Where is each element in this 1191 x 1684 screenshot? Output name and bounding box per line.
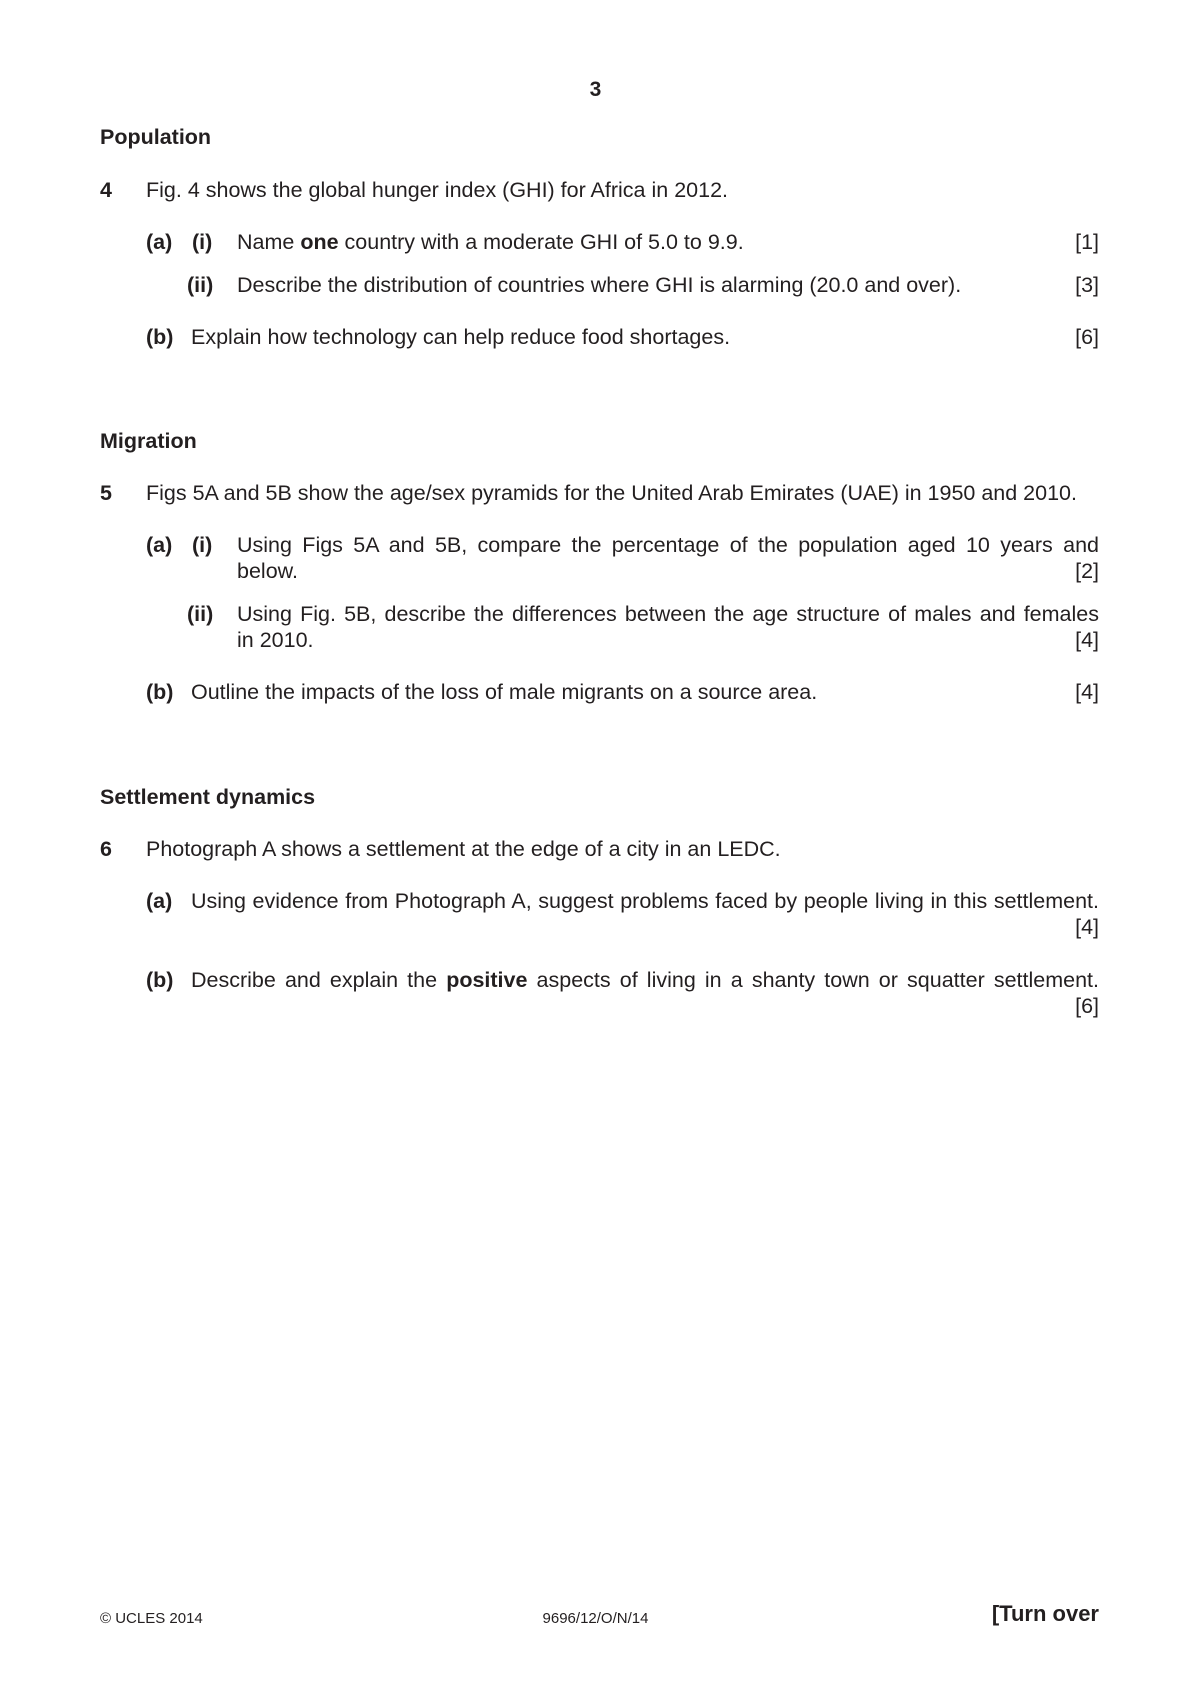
q6-b-text: Describe and explain the positive aspects of living in a shanty town or squatter settlement. xyxy=(191,968,1099,992)
section-heading-population: Population xyxy=(100,125,212,149)
q5-b-mark: [4] xyxy=(1075,680,1099,704)
q4-a-ii-mark: [3] xyxy=(1075,273,1099,297)
q5-a-ii-mark: [4] xyxy=(1075,628,1099,652)
q5-a-i-mark: [2] xyxy=(1075,559,1099,583)
question-number-5: 5 xyxy=(100,481,112,505)
q5-part-a-label: (a) xyxy=(146,533,173,557)
q5-part-b-label: (b) xyxy=(146,680,174,704)
q4-b-mark: [6] xyxy=(1075,325,1099,349)
q4-a-ii-text: Describe the distribution of countries where GHI is alarming (20.0 and over). xyxy=(237,273,962,297)
q5-b-text: Outline the impacts of the loss of male migrants on a source area. xyxy=(191,680,818,704)
question-number-6: 6 xyxy=(100,837,112,861)
page-number: 3 xyxy=(589,78,602,101)
q4-part-b-label: (b) xyxy=(146,325,174,349)
q6-a-mark: [4] xyxy=(1075,915,1099,939)
q4-b-text: Explain how technology can help reduce food shortages. xyxy=(191,325,731,349)
turn-over-label: [Turn over xyxy=(991,1601,1099,1626)
q4-a-i-mark: [1] xyxy=(1075,230,1099,254)
question-number-4: 4 xyxy=(100,178,112,202)
q5-a-ii-line1: Using Fig. 5B, describe the differences between the age structure of males and females xyxy=(237,602,1099,626)
q6-b-mark: [6] xyxy=(1075,994,1099,1018)
section-heading-migration: Migration xyxy=(100,429,197,453)
q6-part-a-label: (a) xyxy=(146,889,173,913)
q4-a-ii-label: (ii) xyxy=(187,273,214,297)
q5-a-i-label: (i) xyxy=(192,533,213,557)
q5-a-i-line1: Using Figs 5A and 5B, compare the percentage of the population aged 10 years and xyxy=(237,533,1099,557)
q4-part-a-label: (a) xyxy=(146,230,173,254)
q4-a-i-label: (i) xyxy=(192,230,213,254)
section-heading-settlement: Settlement dynamics xyxy=(100,785,316,809)
question-4-stem: Fig. 4 shows the global hunger index (GHI) for Africa in 2012. xyxy=(146,178,729,202)
question-5-stem: Figs 5A and 5B show the age/sex pyramids for the United Arab Emirates (UAE) in 1950 and 2010. xyxy=(146,481,1077,505)
q6-a-text: Using evidence from Photograph A, suggest problems faced by people living in this settlement. xyxy=(191,889,1099,913)
q5-a-ii-label: (ii) xyxy=(187,602,214,626)
footer-paper-code: 9696/12/O/N/14 xyxy=(542,1610,649,1627)
q5-a-ii-line2: in 2010. xyxy=(237,628,314,652)
q5-a-i-line2: below. xyxy=(237,559,298,583)
q4-a-i-text: Name one country with a moderate GHI of 5.0 to 9.9. xyxy=(237,230,744,254)
question-6-stem: Photograph A shows a settlement at the edge of a city in an LEDC. xyxy=(146,837,781,861)
q6-part-b-label: (b) xyxy=(146,968,174,992)
footer-copyright: © UCLES 2014 xyxy=(100,1610,203,1627)
